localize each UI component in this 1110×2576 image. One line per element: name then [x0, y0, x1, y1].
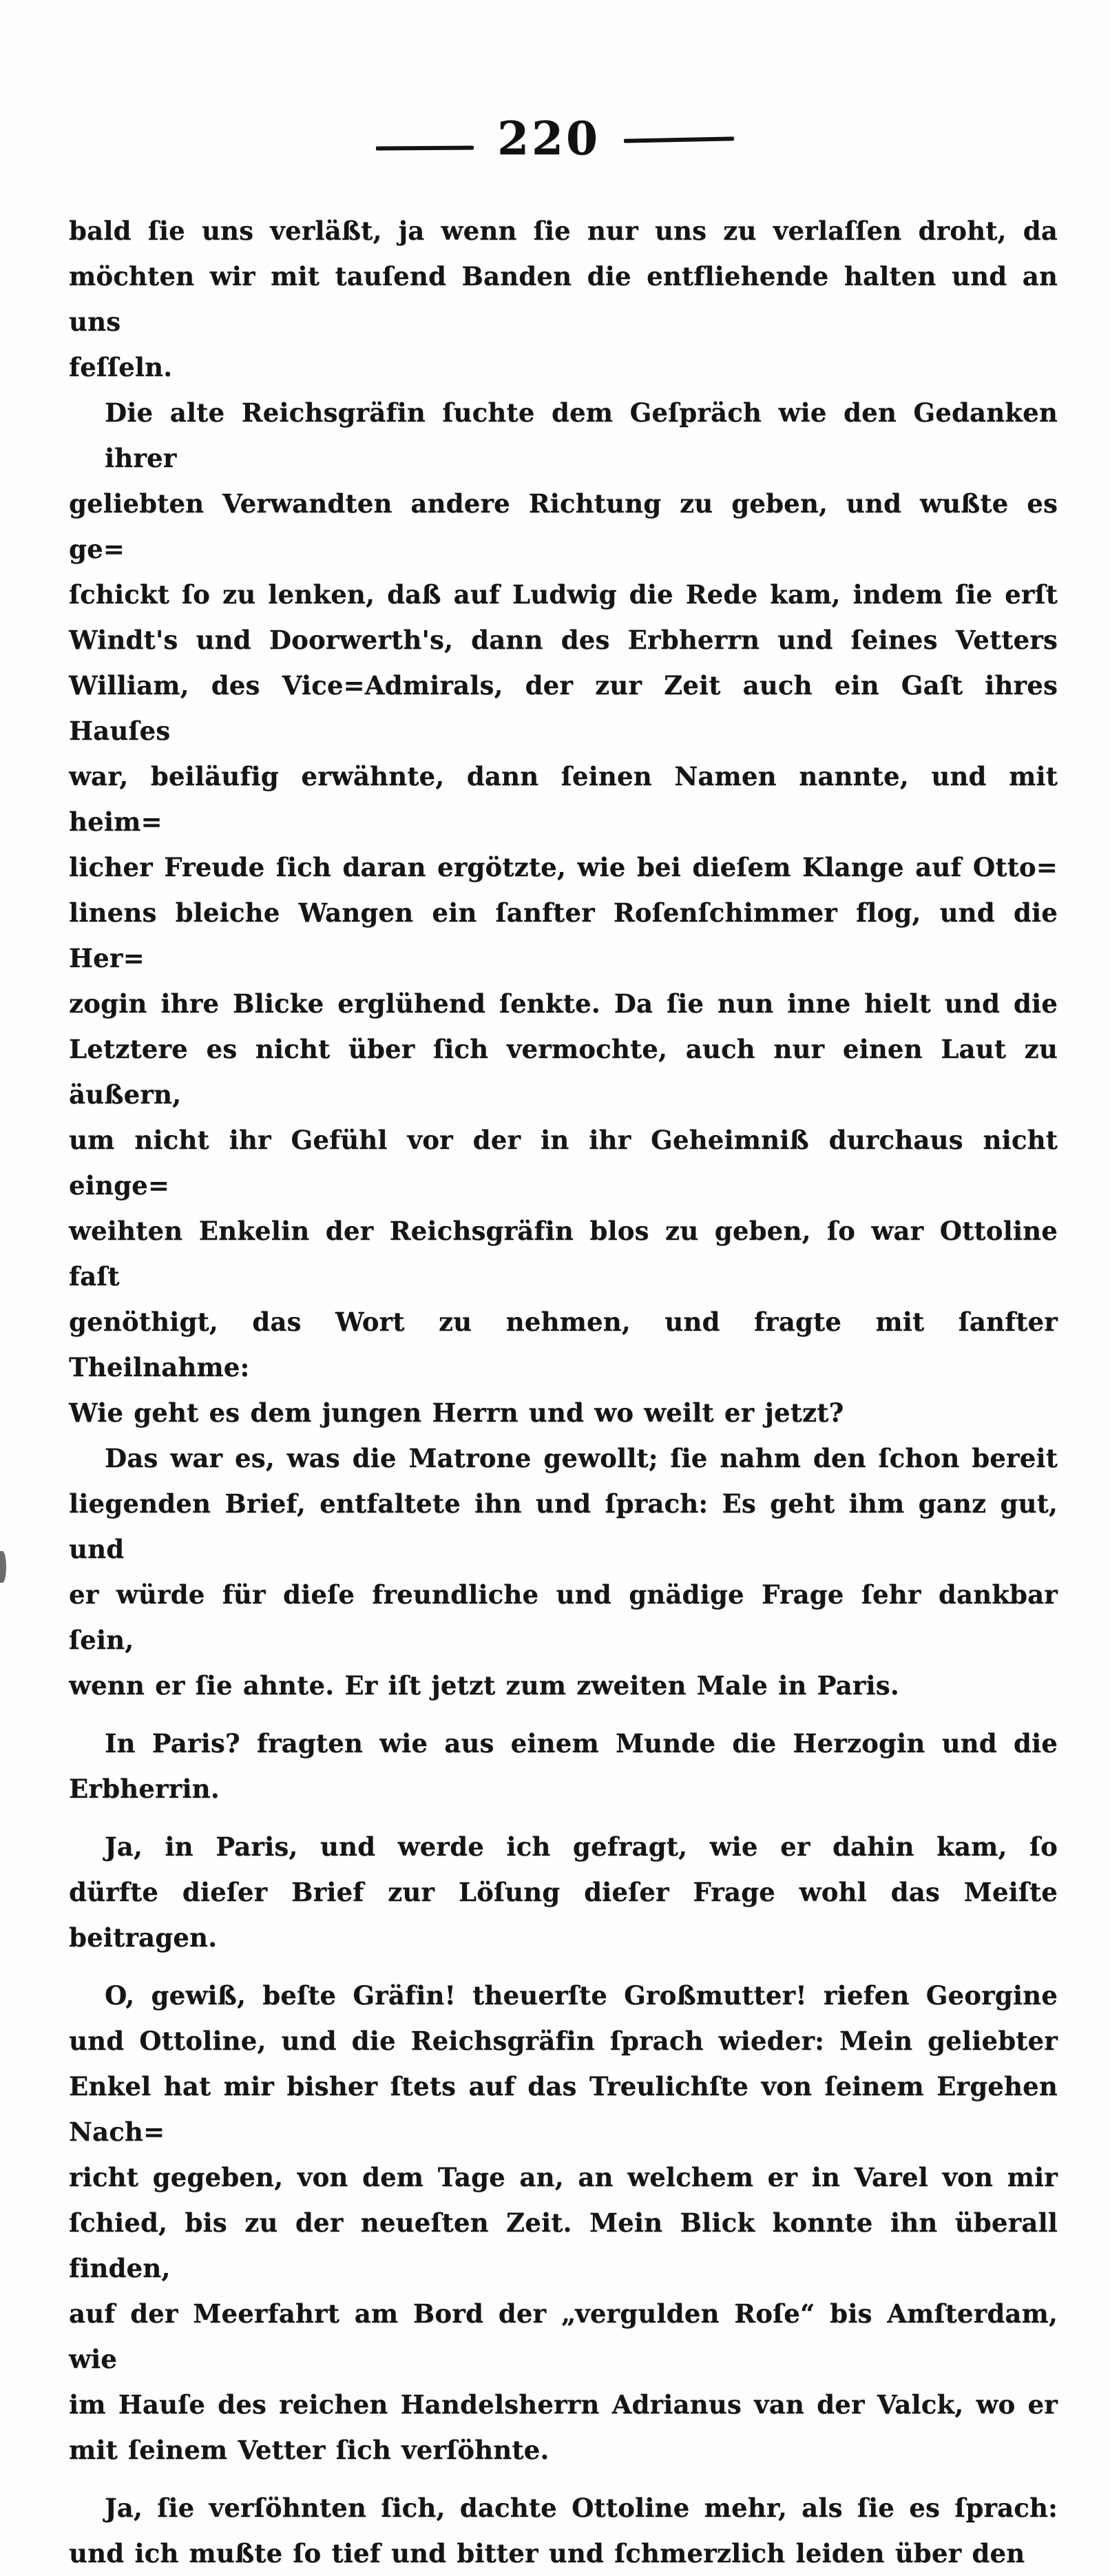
text-line: Letztere es nicht über ſich vermochte, auch nur einen Laut zu äußern,	[69, 1034, 1058, 1110]
text-line: weihten Enkelin der Reichsgräfin blos zu geben, ſo war Ottoline faſt	[69, 1216, 1058, 1291]
page-text	[69, 208, 1058, 2576]
text-line: genöthigt, das Wort zu nehmen, und fragte mit ſanfter Theilnahme:	[69, 1307, 1058, 1382]
text-line: Erbherrin.	[69, 1774, 220, 1804]
header-rule-right	[624, 136, 734, 143]
paragraph	[69, 2485, 1058, 2576]
text-line: Wie geht es dem jungen Herrn und wo weilt er jetzt?	[69, 1398, 844, 1428]
text-line: O, gewiß, beſte Gräfin! theuerſte Großmutter! riefen Georgine	[105, 1980, 1058, 2011]
text-line: licher Freude ſich daran ergötzte, wie bei dieſem Klange auf Otto=	[69, 852, 1058, 882]
text-line: Die alte Reichsgräfin ſuchte dem Geſpräch wie den Gedanken ihrer	[105, 397, 1058, 473]
text-line: auf der Meerfahrt am Bord der „vergulden Roſe“ bis Amſterdam, wie	[69, 2298, 1058, 2374]
page-number: 220	[497, 112, 600, 165]
text-line: In Paris? fragten wie aus einem Munde die Herzogin und die	[105, 1728, 1058, 1758]
text-line: möchten wir mit tauſend Banden die entfliehende halten und an uns	[69, 261, 1058, 337]
text-line: dürfte dieſer Brief zur Löſung dieſer Frage wohl das Meiſte beitragen.	[69, 1877, 1058, 1953]
paragraph	[69, 1973, 1058, 2473]
text-line: wenn er ſie ahnte. Er iſt jetzt zum zweiten Male in Paris.	[69, 1670, 899, 1701]
text-line: feſſeln.	[69, 352, 173, 382]
text-line: linens bleiche Wangen ein ſanfter Roſenſchimmer flog, und die Her=	[69, 897, 1058, 973]
paragraph	[69, 1435, 1058, 1708]
paragraph	[69, 390, 1058, 1435]
text-line: und ich mußte ſo tief und bitter und ſchmerzlich leiden über den	[69, 2538, 1025, 2568]
text-line: zogin ihre Blicke erglühend ſenkte. Da ſie nun inne hielt und die	[69, 988, 1058, 1019]
text-line: Windt's und Doorwerth's, dann des Erbherrn und ſeines Vetters	[69, 625, 1058, 655]
text-line: liegenden Brief, entfaltete ihn und ſprach: Es geht ihm ganz gut, und	[69, 1488, 1058, 1564]
text-line: ſchied, bis zu der neueſten Zeit. Mein Blick konnte ihn überall finden,	[69, 2208, 1058, 2283]
page-header	[0, 112, 1110, 165]
paragraph	[69, 208, 1058, 390]
text-line: er würde für dieſe freundliche und gnädige Frage ſehr dankbar ſein,	[69, 1579, 1058, 1655]
text-line: richt gegeben, von dem Tage an, an welchem er in Varel von mir	[69, 2162, 1058, 2192]
header-rule-left	[376, 146, 474, 151]
text-line: Enkel hat mir bisher ſtets auf das Treulichſte von ſeinem Ergehen Nach=	[69, 2071, 1058, 2147]
text-line: Das war es, was die Matrone gewollt; ſie nahm den ſchon bereit	[105, 1443, 1058, 1473]
text-line: und Ottoline, und die Reichsgräfin ſprach wieder: Mein geliebter	[69, 2026, 1058, 2056]
text-line: Ja, in Paris, und werde ich gefragt, wie er dahin kam, ſo	[105, 1831, 1058, 1862]
paragraph	[69, 1824, 1058, 1960]
text-line: war, beiläufig erwähnte, dann ſeinen Namen nannte, und mit heim=	[69, 761, 1058, 837]
ink-smudge	[0, 1551, 6, 1583]
text-line: im Hauſe des reichen Handelsherrn Adrianus van der Valck, wo er	[69, 2389, 1058, 2420]
text-line: Ja, ſie verſöhnten ſich, dachte Ottoline mehr, als ſie es ſprach:	[105, 2493, 1058, 2523]
text-line: bald ſie uns verläßt, ja wenn ſie nur uns zu verlaſſen droht, da	[69, 216, 1058, 246]
text-line: mit ſeinem Vetter ſich verſöhnte.	[69, 2435, 549, 2465]
text-line: geliebten Verwandten andere Richtung zu geben, und wußte es ge=	[69, 488, 1058, 564]
text-line: William, des Vice=Admirals, der zur Zeit auch ein Gaſt ihres Hauſes	[69, 670, 1058, 746]
text-line: ſchickt ſo zu lenken, daß auf Ludwig die Rede kam, indem ſie erſt	[69, 579, 1058, 610]
text-line: um nicht ihr Gefühl vor der in ihr Geheimniß durchaus nicht einge=	[69, 1125, 1058, 1201]
paragraph	[69, 1721, 1058, 1811]
